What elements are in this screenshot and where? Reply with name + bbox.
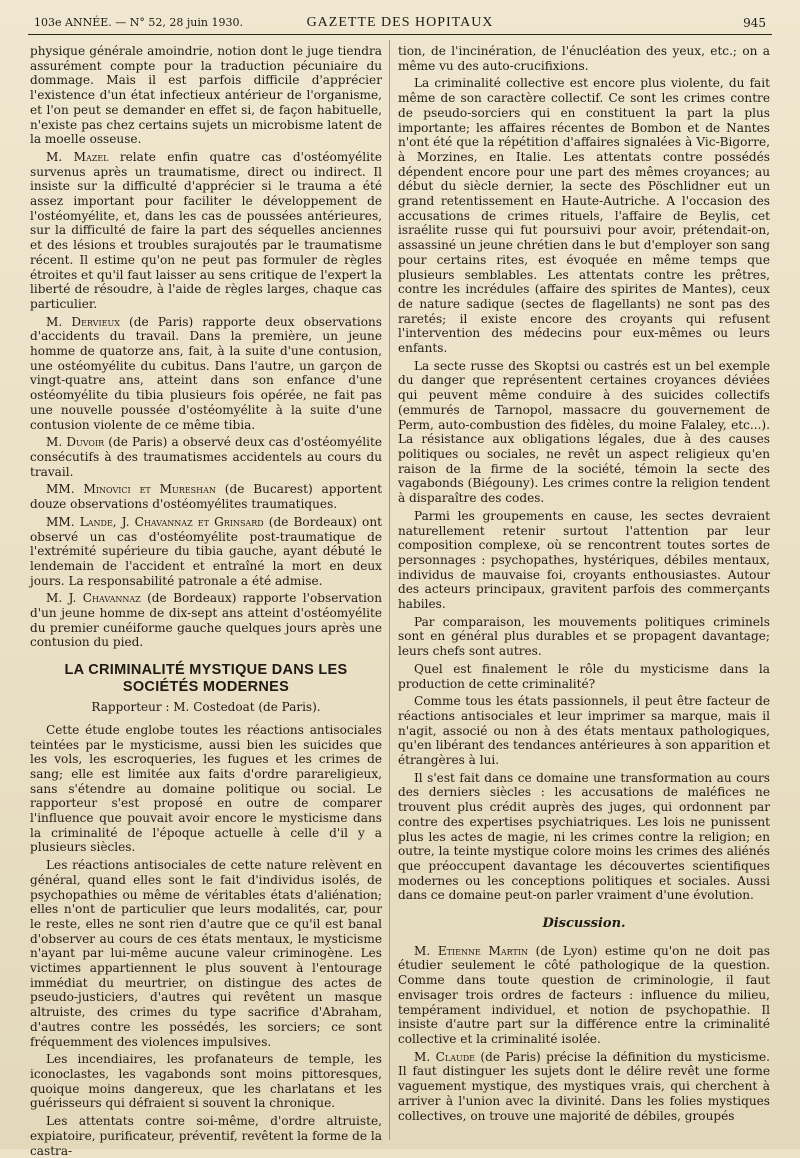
journal-title: GAZETTE DES HOPITAUX [306,15,494,30]
paragraph: tion, de l'incinération, de l'énucléation des yeux, etc.; on a même vu des auto-crucifixions. [398,44,770,73]
paragraph-text: (de Paris) précise la définition du mysticisme. Il faut distinguer les sujets dont le délire revêt une forme vaguement mystique, des mystiques vrais, qui cherchent à arriver à l'union avec la divinité. Dans les folies mystiques collectives, on trouve une majorité de débiles, groupés [398,1049,770,1123]
right-column [398,44,770,1139]
section-title: LA CRIMINALITÉ MYSTIQUE DANS LES SOCIÉTÉS MODERNES [64,662,348,696]
paragraph-text: (de Lyon) estime qu'on ne doit pas étudier seulement le côté pathologique de la question. Comme dans toute question de criminologie, il faut envisager trois ordres de facteurs : influence du milieu, tempérament individuel, et notion de psychopathie. Il insiste d'autre part sur la différence entre la criminalité collective et la criminalité isolée. [398,943,770,1046]
paragraph [30,591,382,650]
paragraph-text: (de Bordeaux) ont observé un cas d'ostéomyélite post-traumatique de l'extrémité supérieure du tibia gauche, ayant débuté le lendemain de l'accident et entraîné la mort en deux jours. La responsabilité patronale a été admise. [30,514,382,588]
author-name: M. Dervieux [46,314,120,329]
paragraph-text: (de Paris) a observé deux cas d'ostéomyélite consécutifs à des traumatismes accidentels au cours du travail. [30,435,383,479]
paragraph: Comme tous les états passionnels, il peut être facteur de réactions antisociales et leur imprimer sa marque, mais il n'agit, associé ou non à des états mentaux pathologiques, qu'en libérant des tendances antérieures à son apparition et étrangères à lui. [398,694,770,768]
paragraph: physique générale amoindrie, notion dont le juge tiendra assurément compte pour la traduction pécuniaire du dommage. Mais il est parfois difficile d'apprécier l'existence d'un état infectieux antérieur de l'organisme, et l'on peut se demander en effet si, de façon habituelle, n'existe pas chez certains sujets un microbisme latent de la moelle osseuse. [30,44,382,147]
paragraph [30,435,382,479]
paragraph: Les réactions antisociales de cette nature relèvent en général, quand elles sont le fait d'individus isolés, de psychopathies ou même de véritables états d'aliénation; elles n'ont de particulier que leurs modalités, car, pour le reste, elles ne sont rien d'autre que ce qu'il est banal d'observer au cours de ces états mentaux, le mysticisme n'ayant par lui-même aucune valeur criminogène. Les victimes appartiennent le plus souvent à l'entourage immédiat du meurtrier, on distingue des actes de pseudo-justiciers, d'autres qui revêtent un masque altruiste, des crimes du type sacrifice d'Abraham, d'autres contre les possédés, les sorciers; ce sont fréquemment des violences impulsives. [30,858,382,1049]
author-name: M. Claude [414,1049,475,1064]
paragraph: Par comparaison, les mouvements politiques criminels sont en général plus durables et se propagent davantage; leurs chefs sont autres. [398,614,770,659]
paragraph [398,944,770,1047]
left-column [30,44,383,1158]
author-name: M. Etienne Martin [414,943,529,958]
author-name: M. J. Chavannaz [46,591,141,606]
paragraph: Les incendiaires, les profanateurs de temple, les iconoclastes, les vagabonds sont moins pittoresques, quoique moins dangereux, que les charlatans et les guérisseurs qui défraient si souvent la chronique. [30,1052,382,1111]
paragraph: Quel est finalement le rôle du mysticisme dans la production de cette criminalité? [398,661,770,691]
column-divider [389,40,390,1140]
page-header [28,8,772,35]
paragraph: La criminalité collective est encore plus violente, du fait même de son caractère collectif. Ce sont les crimes contre de pseudo-sorciers qui en constituent la part la plus importante; les affaires récentes de Bombon et de Nantes n'ont été que la répétition d'affaires signalées à Vic-Bigorre, à Morzines, en Italie. Les attentats contre possédés dépendent encore pour une part des mêmes croyances; au début du siècle dernier, la secte des Pöschlidner eut un grand retentissement en Haute-Autriche. A l'occasion des accusations de crimes rituels, l'affaire de Beylis, cet israélite russe qui fut poursuivi pour avoir, prétendait-on, assassiné un jeune chrétien dans le but d'employer son sang pour certains rites, est évoquée en même temps que plusieurs semblables. Les attentats contre les prêtres, contre les incrédules (affaire des spirites de Mantes), ceux de nature sadique (sectes de flagellants) ne sont pas des raretés; il existe encore des croyants qui refusent l'intervention des médecins pour eux-mêmes ou leurs enfants. [398,76,770,356]
paragraph [30,515,382,589]
paragraph [30,482,382,511]
paragraph-text: (de Bucarest) apportent douze observations d'ostéomyélites traumatiques. [30,482,382,512]
paragraph: Cette étude englobe toutes les réactions antisociales teintées par le mysticisme, aussi bien les suicides que les vols, les escroqueries, les fugues et les crimes de sang; elle est limitée aux faits d'ordre parareligieux, sans s'étendre au domaine politique ou social. Le rapporteur s'est proposé en outre de comparer l'influence que pouvait avoir encore le mysticisme dans la criminalité de l'époque actuelle à celle d'il y a plusieurs siècles. [30,722,382,855]
issue-info: 103e ANNÉE. — N° 52, 28 juin 1930. [34,16,243,29]
author-name: M. Mazel [46,149,109,164]
paragraph: La secte russe des Skoptsi ou castrés est un bel exemple du danger que représentent certaines croyances déviées qui peuvent même conduire à des suicides collectifs (emmurés de Tarnopol, massacre du gouvernement de Perm, auto-combustion des fidèles, du moine Falaley, etc...). La résistance aux obligations légales, due à des causes politiques ou sociales, ne revêt un aspect religieux qu'en raison de la firme de la société, témoin la secte des vagabonds (Biégouny). Les crimes contre la religion tendent à disparaître des codes. [398,358,770,506]
author-name: MM. Lande, J. Chavannaz et Grinsard [46,514,264,529]
paragraph: Les attentats contre soi-même, d'ordre altruiste, expiatoire, purificateur, préventif, revêtent la forme de la castra- [30,1114,382,1158]
page-number: 945 [743,16,766,30]
paragraph-text: relate enfin quatre cas d'ostéomyélite survenus après un traumatisme, direct ou indirect. Il insiste sur la difficulté d'apprécier si le trauma a été assez important pour faciliter le développement de l'ostéomyélite, et, dans les cas de poussées antérieures, sur la difficulté de faire la part des séquelles anciennes et des lésions et troubles surajoutés par le traumatisme récent. Il estime qu'on ne peut pas formuler de règles étroites et qu'il faut laisser au sens critique de l'expert la liberté de résoudre, à l'aide de règles larges, chaque cas particulier. [30,149,382,311]
paragraph [30,150,382,312]
discussion-heading: Discussion. [542,916,626,932]
author-name: M. Duvoir [46,435,105,450]
paragraph: Il s'est fait dans ce domaine une transformation au cours des derniers siècles : les accusations de maléfices ne trouvent plus crédit auprès des juges, qui ordonnent par contre des expertises psychiatriques. Les lois ne punissent plus les actes de magie, ni les crimes contre la religion; en outre, la teinte mystique colore moins les crimes des aliénés que préoccupent davantage les découvertes scientifiques modernes ou les conceptions politiques et sociales. Aussi dans ce domaine peut-on parler vraiment d'une évolution. [398,770,770,903]
paragraph-text: (de Paris) rapporte deux observations d'accidents du travail. Dans la première, un jeune homme de quatorze ans, fait, à la suite d'une contusion, une ostéomyélite du cubitus. Dans l'autre, un garçon de vingt-quatre ans, atteint dans son enfance d'une ostéomyélite du tibia plusieurs fois opérée, ne fait pas une nouvelle poussée d'ostéomyélite à la suite d'une contusion violente de ce même tibia. [30,314,382,432]
paragraph [30,315,382,433]
paragraph: Parmi les groupements en cause, les sectes devraient naturellement retenir surtout l'attention par leur composition complexe, où se rencontrent toutes sortes de personnages : psychopathes, hystériques, débiles mentaux, individus de mauvaise foi, croyants enthousiastes. Autour des acteurs principaux, gravitent parfois des commerçants habiles. [398,508,770,612]
paragraph-text: (de Bordeaux) rapporte l'observation d'un jeune homme de dix-sept ans atteint d'ostéomyélite du premier cunéiforme gauche quelques jours après une contusion du pied. [30,591,382,650]
author-name: MM. Minovici et Mureshan [46,482,216,497]
paragraph [398,1050,770,1124]
rapporteur-line: Rapporteur : M. Costedoat (de Paris). [91,700,321,715]
